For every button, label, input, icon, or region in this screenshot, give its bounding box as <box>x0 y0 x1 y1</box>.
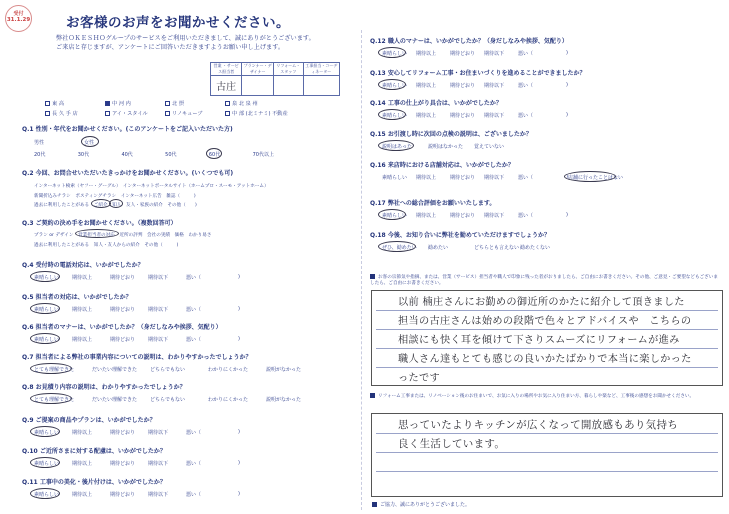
bullet-icon <box>372 502 377 507</box>
q11-option[interactable]: 悪い（ <box>186 492 202 498</box>
region-option[interactable]: 東 高 <box>45 100 105 107</box>
comment2-box[interactable] <box>371 413 723 497</box>
q4-option[interactable]: 悪い（ <box>186 275 202 281</box>
q13-option: ) <box>566 82 568 88</box>
selection-circle <box>30 393 72 404</box>
q13-label: Q.13 安心してリフォーム工事・お住まいづくりを進めることができましたか？ <box>370 70 586 77</box>
q10-options <box>34 460 240 467</box>
region-option[interactable]: 北 摂 <box>165 100 225 107</box>
q12-option[interactable]: 素晴らしい <box>382 50 416 57</box>
q10-option[interactable]: 素晴らしい <box>34 460 72 467</box>
q12-label: Q.12 職人のマナーは、いかがでしたか？（身だしなみや挨拶、気配り） <box>370 38 568 45</box>
q18-option[interactable]: 勧めたくない <box>520 245 551 251</box>
q9-option: ) <box>238 429 240 435</box>
handwritten-line: 思っていたよりキッチンが広くなって開放感もあり気持ち <box>398 419 679 431</box>
q7-options <box>34 366 324 373</box>
q7-option[interactable]: 説明がなかった <box>266 367 302 373</box>
thanks-text: ご協力、誠にありがとうございました。 <box>372 501 470 508</box>
age-option[interactable]: 20代 <box>34 152 46 158</box>
q12-option: ) <box>566 50 568 56</box>
q2-option[interactable]: 雑誌（ <box>166 193 181 199</box>
q18-options <box>382 244 566 251</box>
gender-male[interactable]: 男性 <box>34 140 45 146</box>
staff-header: プランナー・デザイナー <box>243 63 272 74</box>
q9-option[interactable]: 素晴らしい <box>34 429 72 436</box>
q14-option[interactable]: 期待どおり <box>450 113 476 119</box>
staff-cell <box>274 76 304 96</box>
q8-option[interactable]: とても理解できた <box>34 396 92 403</box>
age-option[interactable]: 40代 <box>121 152 133 158</box>
q16-options <box>382 174 624 181</box>
age-option[interactable]: 60代 <box>209 151 220 158</box>
q2-option: ) <box>194 203 197 208</box>
q11-option[interactable]: 期待どおり <box>110 492 136 498</box>
stamp-label: 受付 <box>13 11 24 17</box>
q6-option[interactable]: 素晴らしい <box>34 336 72 343</box>
q13-option[interactable]: 期待以上 <box>416 83 437 89</box>
handwritten-line: 相談にも快く耳を傾けて下さりスムーズにリフォームが進み <box>398 335 680 346</box>
q5-option[interactable]: 悪い（ <box>186 307 202 313</box>
q1-gender <box>34 139 94 146</box>
q4-options <box>34 274 240 281</box>
comment1-box[interactable] <box>371 290 723 386</box>
selection-circle <box>378 47 406 58</box>
handwritten-line: 職人さん達もとても感じの良いかたばかりで本当に楽しかった <box>398 354 692 365</box>
q5-option[interactable]: 期待以上 <box>72 307 93 313</box>
q3-option[interactable]: 価格 <box>174 233 184 238</box>
selection-circle <box>30 303 60 314</box>
selection-circle <box>30 426 60 437</box>
staff-header: リフォーム・スタッフ <box>274 63 304 76</box>
q6-label: Q.6 担当者のマナーは、いかがでしたか？（身だしなみや挨拶、気配り） <box>22 324 222 331</box>
q4-option[interactable]: 期待以下 <box>148 275 169 281</box>
q15-option[interactable]: 覚えていない <box>474 144 505 150</box>
q9-option[interactable]: 期待以下 <box>148 430 169 436</box>
q12-option[interactable]: 期待どおり <box>450 51 476 57</box>
q14-options <box>382 112 568 119</box>
q14-option: ) <box>566 112 568 118</box>
selection-circle <box>378 109 406 120</box>
q3-option[interactable]: 営業担当者の対応 <box>78 231 115 241</box>
q9-option[interactable]: 期待以上 <box>72 430 93 436</box>
q2-option[interactable]: 過去に利用したことがある <box>34 203 90 208</box>
staff-signature: 古庄 <box>211 76 242 96</box>
q17-option[interactable]: 悪い（ <box>518 213 534 219</box>
q2-option[interactable]: ポスティングチラシ <box>75 193 117 199</box>
q13-option[interactable]: 期待以下 <box>484 83 505 89</box>
q15-label: Q.15 お引渡し時に次回の点検の説明は、ございましたか？ <box>370 131 532 138</box>
checkbox[interactable] <box>165 111 170 116</box>
staff-cell <box>303 76 339 96</box>
q8-options <box>34 396 324 403</box>
q10-label: Q.10 ご近所さまに対する配慮は、いかがでしたか？ <box>22 448 166 455</box>
region-option[interactable]: アイ・スタイル <box>105 110 165 117</box>
q1-label: Q.1 性別・年代をお聞かせください。(このアンケートをご記入いただいた方) <box>22 126 233 133</box>
q18-option[interactable]: どちらとも言えない <box>474 245 520 251</box>
q11-option[interactable]: 期待以上 <box>72 492 93 498</box>
q17-options <box>382 212 568 219</box>
q16-option: ) <box>566 174 568 180</box>
q14-option[interactable]: 期待以下 <box>484 113 505 119</box>
checkbox-checked[interactable] <box>105 101 110 106</box>
q10-option[interactable]: 期待以下 <box>148 461 169 467</box>
gender-female[interactable]: 女性 <box>84 139 94 146</box>
q10-option: ) <box>238 460 240 466</box>
selection-circle <box>378 140 414 151</box>
q6-option[interactable]: 期待以上 <box>72 337 93 343</box>
staff-header: 工事担当・コーディネーター <box>303 63 339 76</box>
q10-option[interactable]: 悪い（ <box>186 461 202 467</box>
q12-option[interactable]: 悪い（ <box>518 51 534 57</box>
q13-option[interactable]: 期待どおり <box>450 83 476 89</box>
q16-option[interactable]: 店舗に行ったことはない <box>568 174 602 181</box>
q14-option[interactable]: 期待以上 <box>416 113 437 119</box>
q3-option[interactable]: わかり易さ <box>188 233 212 238</box>
q3-option[interactable]: プラン or デザイン <box>34 233 74 238</box>
q18-option[interactable]: 勧めたい <box>428 245 449 251</box>
q13-option[interactable]: 悪い（ <box>518 83 534 89</box>
region-option[interactable]: 中 部 (北ミナミ) 不動産 <box>225 110 285 117</box>
handwritten-line: 良く生活しています。 <box>398 438 506 450</box>
q10-option[interactable]: 期待以上 <box>72 461 93 467</box>
q10-option[interactable]: 期待どおり <box>110 461 136 467</box>
q7-option[interactable]: わかりにくかった <box>208 367 249 373</box>
q12-option[interactable]: 期待以下 <box>484 51 505 57</box>
region-option[interactable]: 中 河 内 <box>105 100 165 107</box>
q4-option[interactable]: 素晴らしい <box>34 274 72 281</box>
checkbox[interactable] <box>225 101 230 106</box>
q9-label: Q.9 ご提案の商品やプランは、いかがでしたか？ <box>22 417 156 424</box>
q3-option[interactable]: 会社の実績 <box>147 233 171 238</box>
intro-line: ご来店と存じますが、アンケートにご回答いただきますようお願い申し上げます。 <box>56 44 285 51</box>
handwritten-line: 担当の古庄さんは始めの段階で色々とアドバイスや こちらの <box>398 316 692 327</box>
q18-option[interactable]: ぜひ、勧めたい <box>382 244 428 251</box>
q16-label: Q.16 来店時における店舗対応は、いかがでしたか？ <box>370 162 514 169</box>
region-checklist <box>45 100 288 117</box>
q4-option: ) <box>238 274 240 280</box>
q7-label: Q.7 担当者による弊社の事業内容についての説明は、わかりやすかったでしょうか？ <box>22 354 252 361</box>
q2-option[interactable]: インターネット広告 <box>120 193 162 199</box>
selection-circle <box>30 333 60 344</box>
q11-option: ) <box>238 491 240 497</box>
q16-option[interactable]: 期待以下 <box>484 175 505 181</box>
q8-option[interactable]: わかりにくかった <box>208 397 249 403</box>
selection-circle <box>378 79 406 90</box>
checkbox[interactable] <box>165 101 170 106</box>
q17-option: ) <box>566 212 568 218</box>
column-divider <box>361 30 362 510</box>
stamp-date: 31.1.29 <box>6 17 31 23</box>
q15-option[interactable]: 説明はあった <box>382 143 428 150</box>
q4-label: Q.4 受付時の電話対応は、いかがでしたか？ <box>22 262 144 269</box>
age-option[interactable]: 70代以上 <box>252 152 274 158</box>
q17-option[interactable]: 期待以上 <box>416 213 437 219</box>
q3-option[interactable]: 知人・友人からの紹介 <box>93 242 140 248</box>
bullet-icon <box>370 274 375 279</box>
staff-header: 営業 ・サービス担当者 <box>211 63 242 76</box>
handwritten-line: 以前 楠庄さんにお勤めの御近所のかたに紹介して頂きました <box>398 297 685 308</box>
q16-option[interactable]: 期待どおり <box>450 175 476 181</box>
q2-option[interactable]: 新聞折込みチラシ <box>34 193 71 199</box>
q7-option[interactable]: とても理解できた <box>34 366 92 373</box>
q7-option[interactable]: どちらでもない <box>150 367 185 373</box>
q3-label: Q.3 ご契約の決め手をお聞かせください。（複数回答可） <box>22 220 177 227</box>
received-stamp <box>5 5 32 32</box>
q17-label: Q.17 弊社への総合評価をお願いいたします。 <box>370 200 496 207</box>
q6-option[interactable]: 悪い（ <box>186 337 202 343</box>
comment1-label: お客の宗節気や指摘、または、営業（サービス）担当者や職人で印象に残った者がおりましたら、ご自由にお書きください。その他、ご意見・ご要望などもございましたら、ご自由にお書きください。 <box>370 275 718 286</box>
comment2-label: リフォーム工事または、リノベーション後のお住まいで、お気に入りの場所やお気に入り住まい方、暮らしや楽など、工事後の感想をお聞かせください。 <box>370 393 722 400</box>
q2-option[interactable]: インターネットポータルサイト（ホームプロ・スーモ・アットホーム） <box>122 184 269 189</box>
q17-option[interactable]: 期待どおり <box>450 213 476 219</box>
selection-circle <box>378 241 416 252</box>
q14-option[interactable]: 素晴らしい <box>382 112 416 119</box>
q5-option[interactable]: 期待どおり <box>110 307 136 313</box>
q4-option[interactable]: 期待以上 <box>72 275 93 281</box>
q12-option[interactable]: 期待以上 <box>416 51 437 57</box>
selection-circle <box>30 363 72 374</box>
q14-label: Q.14 工事の仕上がり具合は、いかがでしたか？ <box>370 100 502 107</box>
age-option[interactable]: 50代 <box>165 152 177 158</box>
q3-option[interactable]: その他（ <box>144 242 163 248</box>
selection-circle <box>30 488 60 499</box>
bullet-icon <box>370 393 375 398</box>
q17-option[interactable]: 素晴らしい <box>382 212 416 219</box>
q11-options <box>34 491 240 498</box>
q13-options <box>382 82 568 89</box>
selection-circle <box>75 229 119 238</box>
q8-label: Q.8 お見積り内容の説明は、わかりやすかったでしょうか？ <box>22 384 186 391</box>
q2-options <box>34 182 354 211</box>
q14-option[interactable]: 悪い（ <box>518 113 534 119</box>
page-title: お客様のお声をお聞かせください。 <box>66 15 290 31</box>
selection-circle <box>564 171 616 182</box>
q15-option[interactable]: 説明はなかった <box>428 144 464 150</box>
q3-option: ) <box>176 242 179 248</box>
q5-option: ) <box>238 306 240 312</box>
selection-circle <box>30 271 60 282</box>
q6-option: ) <box>238 336 240 342</box>
staff-table <box>210 62 340 96</box>
q8-option[interactable]: どちらでもない <box>150 397 185 403</box>
selection-circle <box>206 148 222 159</box>
q2-option[interactable]: インターネット検索（ヤフー・グーグル） <box>34 184 119 189</box>
q2-option[interactable]: その他（ <box>167 203 186 208</box>
region-option[interactable]: 泉 北 泉 州 <box>225 100 285 107</box>
q11-option[interactable]: 素晴らしい <box>34 491 72 498</box>
staff-cell <box>242 76 274 96</box>
q5-option[interactable]: 素晴らしい <box>34 306 72 313</box>
intro-line: 弊社ＯＫＥＳＨＯグループのサービスをご利用いただきまして、誠にありがとうございます。 <box>56 35 315 42</box>
checkbox[interactable] <box>45 111 50 116</box>
region-option[interactable]: リノキューブ <box>165 110 225 117</box>
q9-option[interactable]: 期待どおり <box>110 430 136 436</box>
handwritten-line: ったです <box>398 373 440 384</box>
q2-option: ) <box>193 193 196 199</box>
q3-options <box>34 231 354 250</box>
q4-option[interactable]: 期待どおり <box>110 275 136 281</box>
checkbox[interactable] <box>225 111 230 116</box>
q15-options <box>382 143 520 150</box>
checkbox[interactable] <box>45 101 50 106</box>
q2-option[interactable]: ご紹介 <box>94 201 108 211</box>
q5-label: Q.5 担当者の対応は、いかがでしたか？ <box>22 294 132 301</box>
q2-option[interactable]: 友人・家族の紹介 <box>125 203 163 208</box>
q3-option[interactable]: 近所の評判 <box>119 233 143 238</box>
checkbox[interactable] <box>105 111 110 116</box>
q5-options <box>34 306 240 313</box>
q12-options <box>382 50 568 57</box>
q8-option[interactable]: 説明がなかった <box>266 397 302 403</box>
selection-circle <box>378 209 406 220</box>
q17-option[interactable]: 期待以下 <box>484 213 505 219</box>
q18-label: Q.18 今後、お知り合いに弊社を勧めていただけますでしょうか？ <box>370 232 550 239</box>
q6-option[interactable]: 期待以下 <box>148 337 169 343</box>
q11-label: Q.11 工事中の美化・後片付けは、いかがでしたか？ <box>22 479 166 486</box>
q9-option[interactable]: 悪い（ <box>186 430 202 436</box>
q13-option[interactable]: 素晴らしい <box>382 82 416 89</box>
intro-text <box>56 34 315 52</box>
q2-label: Q.2 今回、お問合せいただいたきっかけをお聞かせください。(いくつでも可) <box>22 170 234 177</box>
q16-option[interactable]: 期待以上 <box>416 175 437 181</box>
selection-circle <box>81 136 99 147</box>
q16-option[interactable]: 悪い（ <box>518 175 534 181</box>
q3-option[interactable]: 過去に利用したことがある <box>34 242 90 248</box>
q6-options <box>34 336 240 343</box>
q5-option[interactable]: 期待以下 <box>148 307 169 313</box>
q9-options <box>34 429 240 436</box>
selection-circle <box>30 457 60 468</box>
q8-option[interactable]: だいたい理解できた <box>92 397 138 403</box>
q16-option[interactable]: 素晴らしい <box>382 175 408 181</box>
q11-option[interactable]: 期待以下 <box>148 492 169 498</box>
q7-option[interactable]: だいたい理解できた <box>92 367 138 373</box>
q6-option[interactable]: 期待どおり <box>110 337 136 343</box>
age-option[interactable]: 30代 <box>77 152 90 158</box>
q2-option[interactable]: 知人 <box>112 201 121 211</box>
region-option[interactable]: 長 久 手 店 <box>45 110 105 117</box>
q1-ages <box>34 151 274 158</box>
selection-circle <box>91 199 111 208</box>
